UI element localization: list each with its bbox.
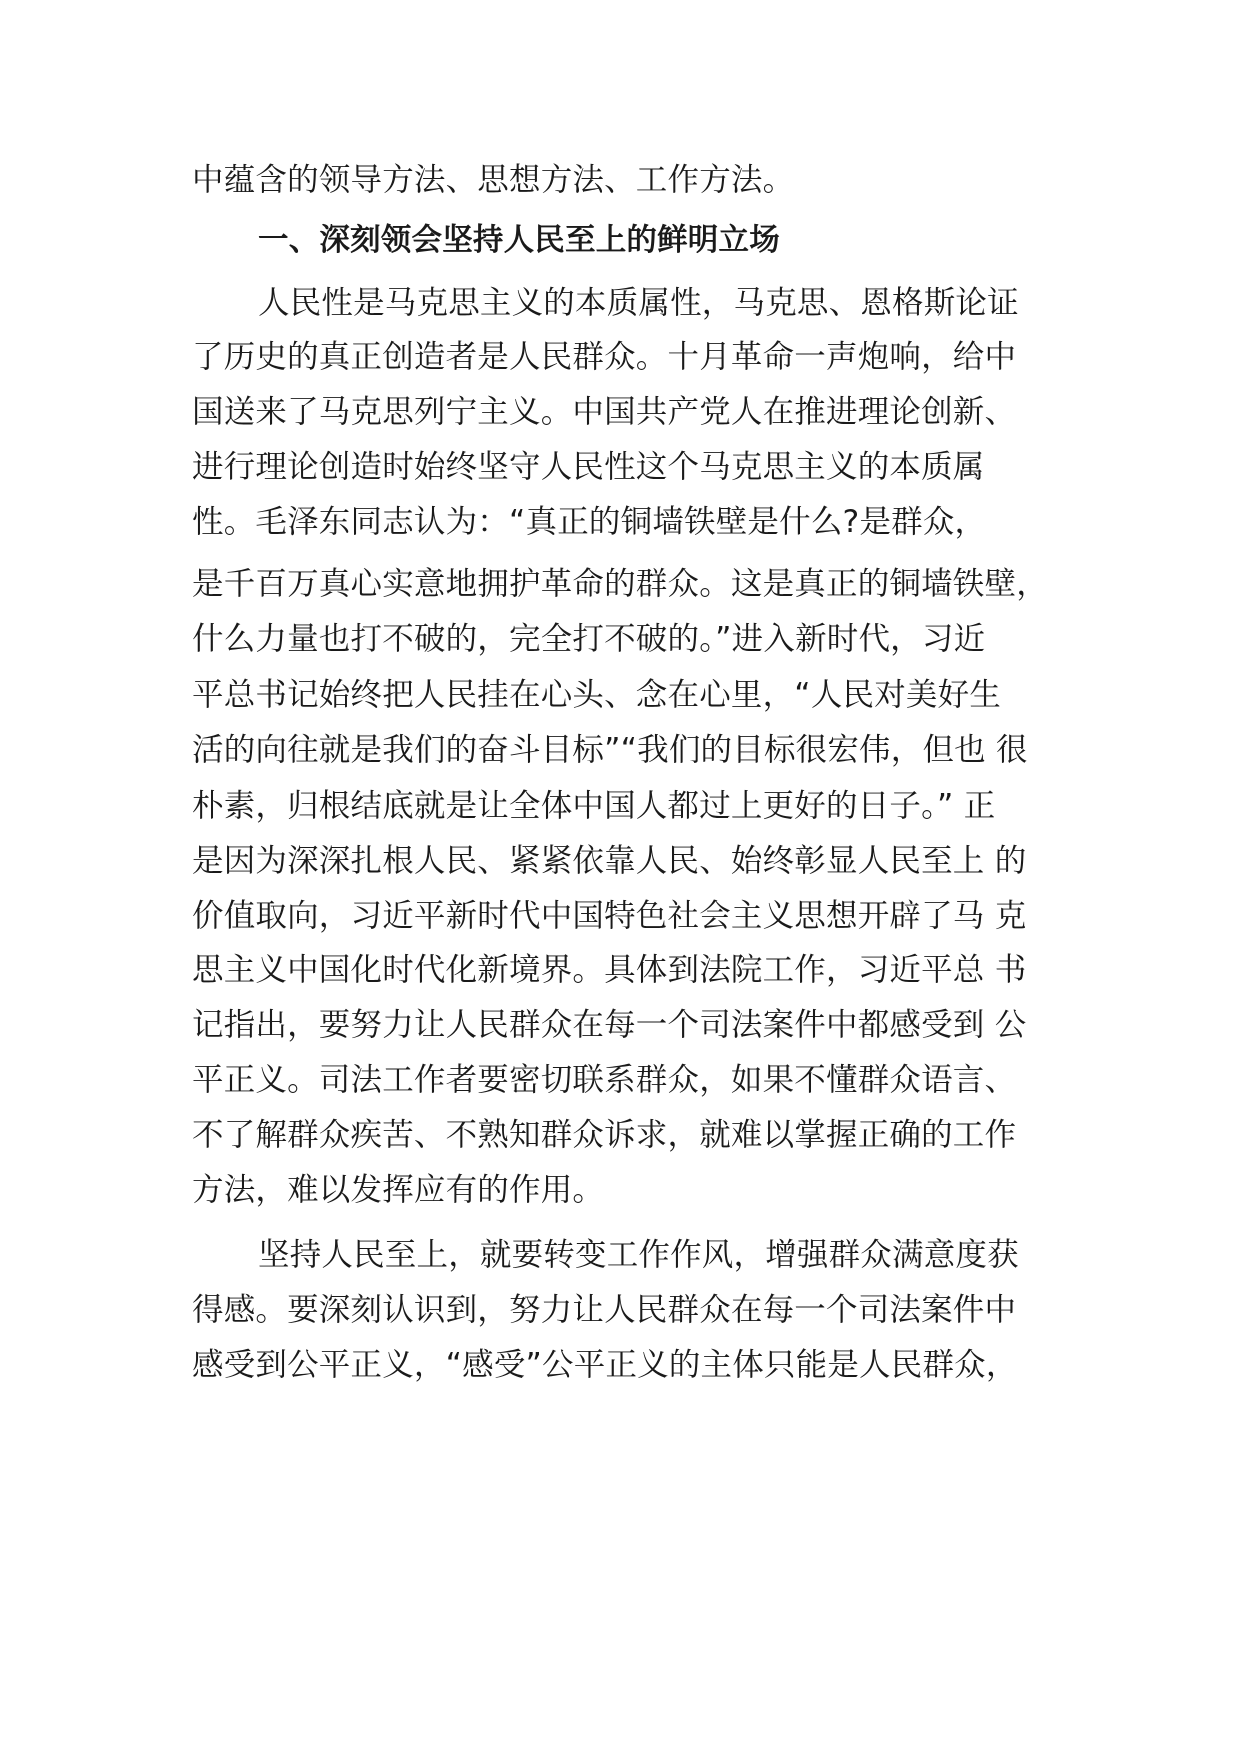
text-line-16: 平正义。司法工作者要密切联系群众，如果不懂群众语言、	[192, 1062, 1017, 1098]
text-line-14: 思主义中国化时代化新境界。具体到法院工作，习近平总 书	[192, 952, 1027, 988]
text-line-20: 得感。要深刻认识到，努力让人民群众在每一个司法案件中	[192, 1292, 1017, 1328]
section-heading: 一、深刻领会坚持人民至上的鲜明立场	[258, 223, 780, 258]
text-line-11: 朴素，归根结底就是让全体中国人都过上更好的日子。” 正	[192, 788, 996, 824]
text-line-13: 价值取向，习近平新时代中国特色社会主义思想开辟了马 克	[192, 898, 1027, 934]
text-line-10: 活的向往就是我们的奋斗目标”“我们的目标很宏伟，但也 很	[192, 732, 1028, 768]
text-line-7: 是千百万真心实意地拥护革命的群众。这是真正的铜墙铁壁，	[192, 566, 1048, 602]
text-line-17: 不了解群众疾苦、不熟知群众诉求，就难以掌握正确的工作	[192, 1117, 1017, 1153]
text-line-3: 了历史的真正创造者是人民群众。十月革命一声炮响，给中	[192, 339, 1017, 375]
text-line-8: 什么力量也打不破的，完全打不破的。”进入新时代，习近	[192, 621, 986, 657]
text-line-6: 性。毛泽东同志认为：“真正的铜墙铁壁是什么?是群众，	[192, 504, 987, 540]
text-line-2: 人民性是马克思主义的本质属性，马克思、恩格斯论证	[258, 285, 1019, 321]
text-line-5: 进行理论创造时始终坚守人民性这个马克思主义的本质属	[192, 449, 985, 485]
text-line-15: 记指出，要努力让人民群众在每一个司法案件中都感受到 公	[192, 1007, 1027, 1043]
text-line-4: 国送来了马克思列宁主义。中国共产党人在推进理论创新、	[192, 394, 1017, 430]
text-line-19: 坚持人民至上，就要转变工作作风，增强群众满意度获	[258, 1237, 1019, 1273]
text-line-1: 中蕴含的领导方法、思想方法、工作方法。	[192, 162, 795, 198]
text-line-9: 平总书记始终把人民挂在心头、念在心里，“人民对美好生	[192, 677, 1002, 713]
text-line-12: 是因为深深扎根人民、紧紧依靠人民、始终彰显人民至上 的	[192, 843, 1027, 879]
text-line-21: 感受到公平正义，“感受”公平正义的主体只能是人民群众，	[192, 1347, 1018, 1383]
text-line-18: 方法，难以发挥应有的作用。	[192, 1172, 605, 1208]
